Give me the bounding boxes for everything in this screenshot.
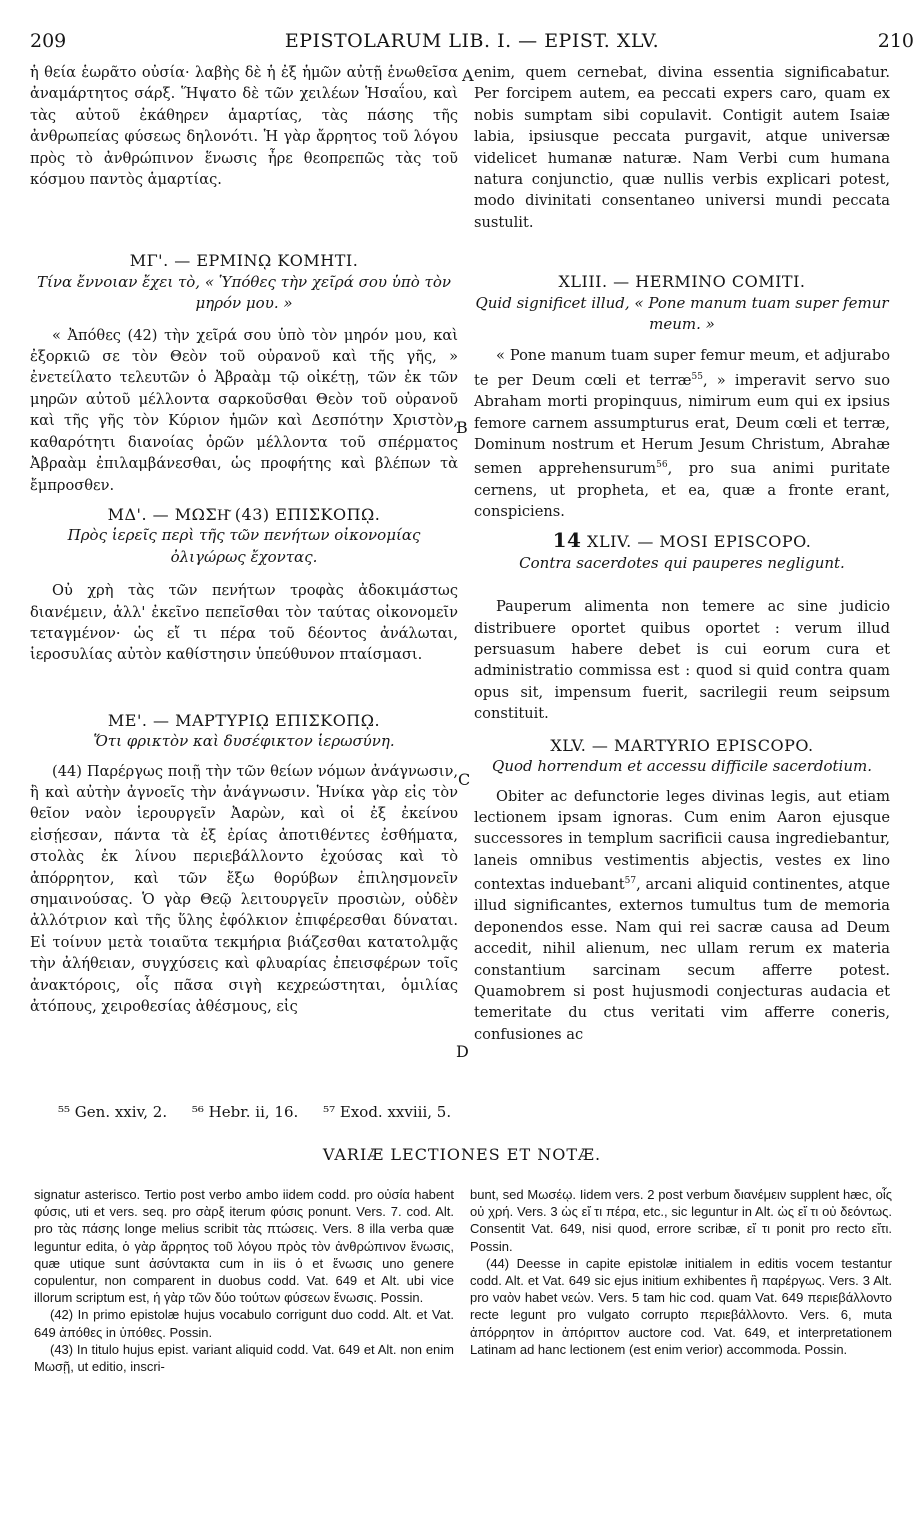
notes-left-column [34, 1186, 454, 1375]
page-number-left: 209 [30, 30, 67, 52]
note-paragraph: (43) In titulo hujus epist. variant aliquid codd. Vat. 649 et Alt. non enim Μωσῇ, ut editio, inscri- [34, 1341, 454, 1375]
scripture-footnotes [58, 1103, 471, 1121]
greek-intro-paragraph: ἡ θεία ἑωρᾶτο οὐσία· λαβὴς δὲ ἡ ἐξ ἡμῶν αὐτῇ ἑνωθεῖσα ἀναμάρτητος σάρξ. Ἥψατο δὲ τῶν χειλέων Ἡσαΐου, καὶ τὰς αὐτοῦ ἐκάθηρεν ἁμαρτίας, τὰς πάσης τῆς ἀνθρωπείας φύσεως δηλονότι. Ἡ γὰρ ἄρρητος τοῦ λόγου πρὸς τὸ ἀνθρώπινον ἕνωσις ἦρε θεοπρεπῶς τὰς τοῦ κόσμου παντὸς ἁμαρτίας. [30, 64, 458, 189]
greek-heading-45: ΜΕ'. — ΜΑΡΤΥΡΙῼ ΕΠΙΣΚΟΠῼ. [107, 710, 381, 730]
greek-paragraph-45: (44) Παρέργως ποιῇ τὴν τῶν θείων νόμων ἀνάγνωσιν, ἢ καὶ αὐτὴν ἀγνοεῖς τὴν ἀνάγνωσιν. Ἡνίκα γὰρ εἰς τὸν θεῖον ναὸν ἱερουργεῖν Ἀαρὼν, καὶ οἱ ἐξ ἐκείνου εἰσῄεσαν, πάντα τὰ ἐξ ἐρίας ἀποτιθέντες ἐσθήματα, στολὰς ἐκ λίνου περιεβάλλοντο ἐχούσας καὶ τὸ ἀπόρρητον, καὶ τῶν ἔξω θορύβων ἐπιλησμονεῖν σημαινούσας. Ὁ γὰρ Θεῷ λειτουργεῖν προσιὼν, οὐδὲν ἀλλότριον καὶ τῆς ὕλης ἐφόλκιον ἐπιφέρεσθαι δύναται. Εἰ τοίνυν μετὰ τοιαῦτα τεκμήρια βιάζεσθαι κατατολμᾷς τὴν ἀλήθειαν, συγχύσεις καὶ φλυαρίας ἐπεισφέρων τοῖς ἀνακτόροις, οἷς πᾶσα σιγὴ κεχρεώστηται, ὁμιλίας ἀτόπους, χειροθεσίας ἀθέσμους, εἰς [30, 762, 458, 1016]
note-paragraph: (42) In primo epistolæ hujus vocabulo corrigunt duo codd. Alt. et Vat. 649 ἀπόθες in ὑπόθες. Possin. [34, 1307, 454, 1340]
note-paragraph: signatur asterisco. Tertio post verbo ambo iidem codd. pro οὐσία habent φύσις, uti et vers. seq. pro σὰρξ iterum φύσις ponunt. Vers. 7. cod. Alt. pro τὰς πάσης longe melius scribit τὰς πτώσεις. Vers. 8 illa verba quæ leguntur edita, ὁ γὰρ ἄρρητος τοῦ λόγου πρὸς τὸν ἀνθρώπινον ἕνωσις, quæ utique sunt ἀσύντακτα cum in iis ὁ et ἕνωσις uno genere copulentur, non comparent in duobus codd. Vat. 649 et Alt. ubi vice illorum scriptum est, ἡ γὰρ τῶν δύο τούτων φύσεων ἕνωσις. Possin. [34, 1187, 454, 1306]
latin-heading-44: 14 XLIV. — MOSI EPISCOPO. [552, 528, 812, 553]
page-number-right: 210 [877, 30, 914, 52]
greek-subtitle-44: Πρὸς ἱερεῖς περὶ τῆς τῶν πενήτων οἰκονομίας ὀλιγώρως ἔχοντας. [67, 526, 421, 566]
running-title: EPISTOLARUM LIB. I. — EPIST. XLV. [284, 30, 660, 52]
footnote-ref-56[interactable]: 56 [656, 460, 668, 471]
notes-right-column [470, 1186, 892, 1358]
latin-paragraph-44: Pauperum alimenta non temere ac sine judicio distribuere oportet quibus oportet : verum illud persuasum habere debet is cui eorum cura et administratio commissa est : quod si quid contra quam opus sit, impensum fuerit, sacrilegii reum seipsum constituit. [474, 598, 890, 723]
footnote-55: ⁵⁵ Gen. xxiv, 2. [58, 1103, 168, 1121]
latin-paragraph-45: Obiter ac defunctorie leges divinas legis, aut etiam lectionem ipsam ignoras. Cum enim Aaron ejusque successores in templum sacrificii causa ingrediebantur, laneis omnibus vestimentis abjectis, vestes ex lino contextas induebant$^{57}$, arcani aliquid continentes, atque illud significantes, externos tumultus tum de memoria deponendos esse. Nam qui rei sacræ causa ad Deum accedit, nihil alienum, nec ullam rerum ex materia constantium sarcinam secum afferre potest. Quamobrem si post hujusmodi conjecturas audacia et temeritate du ctus veritati vim afferre coneris, confusiones ac [474, 787, 890, 1043]
latin-intro-paragraph: enim, quem cernebat, divina essentia significabatur. Per forcipem autem, ea peccati expers caro, quam ex nobis sumptam sibi copulavit. Contigit autem Isaiæ labia, ipsiusque peccata purgavit, atque universæ videlicet humanæ naturæ. Nam Verbi cum humana natura conjunctio, quæ nullis verbis explicari potest, modo divinitati consentaneo universi mundi peccata sustulit. [474, 64, 890, 231]
greek-paragraph-44: Οὐ χρὴ τὰς τῶν πενήτων τροφὰς ἀδοκιμάστως διανέμειν, ἀλλ' ἐκεῖνο πεπεῖσθαι τὸν ταύτας οἰκονομεῖν τεταγμένον· ὡς εἴ τι πέρα τοῦ δέοντος ἀνάλωται, ἱεροσυλίας αὐτὸν καθίστησιν ὑπεύθυνον πταίσμασι. [30, 582, 458, 664]
greek-column [30, 62, 458, 1017]
footnote-ref-57[interactable]: 57 [624, 876, 637, 887]
greek-subtitle-45: Ὅτι φρικτὸν καὶ δυσέφικτον ἱερωσύνη. [93, 732, 395, 751]
margin-letter-a: A [462, 66, 474, 85]
note-paragraph: bunt, sed Μωσέῳ. Iidem vers. 2 post verbum διανέμειν supplent hæc, οἷς οὐ χρή. Vers. 3 ὡς εἴ τι πέρα, etc., sic leguntur in Alt. ὡς εἴ τι οὐ δεόντως. Consentit Vat. 649, nisi quod, errore scribæ, εἴ τι ponit pro recto εἴτι. Possin. [470, 1187, 892, 1254]
latin-subtitle-43: Quid significet illud, « Pone manum tuam super femur meum. » [475, 293, 889, 334]
variae-lectiones-heading: VARIÆ LECTIONES ET NOTÆ. [322, 1145, 602, 1164]
footnote-56: ⁵⁶ Hebr. ii, 16. [191, 1103, 299, 1121]
greek-heading-43: ΜΓ'. — ΕΡΜΙΝῼ ΚΟΜΗΤΙ. [129, 251, 359, 271]
margin-letter-d: D [456, 1042, 469, 1061]
latin-column [474, 62, 890, 1045]
latin-heading-43: XLIII. — HERMINO COMITI. [558, 272, 806, 292]
latin-paragraph-43: « Pone manum tuam super femur meum, et adjurabo te per Deum cœli et terræ$^{55}$, » imperavit servo suo Abraham morti propinquus, nimirum eum qui ex ipsius femore carnem assumpturus erat, Deum cœli et terræ, Dominum nostrum et Herum Jesum Christum, Abrahæ semen apprehensurum$^{56}$, pro sua animi puritate cernens, ut propheta, et ea, quæ a fronte erant, conspiciens. [474, 347, 890, 521]
margin-letter-c: C [458, 770, 471, 789]
greek-paragraph-43: « Ἀπόθες (42) τὴν χεῖρά σου ὑπὸ τὸν μηρόν μου, καὶ ἐξορκιῶ σε τὸν Θεὸν τοῦ οὐρανοῦ καὶ τῆς γῆς, » ἐνετείλατο τελευτῶν ὁ Ἀβραὰμ τῷ οἰκέτῃ, τῶν ἐκ τῶν μηρῶν αὐτοῦ μέλλοντα σαρκοῦσθαι Θεὸν τοῦ οὐρανοῦ καὶ τῆς γῆς τὸν Κύριον ἡμῶν καὶ Δεσπότην Χριστὸν, καθαρότητι διανοίας ὁρῶν μέλλοντα τοῦ σπέρματος Ἀβραὰμ ἐπιλαμβάνεσθαι, ὡς προφήτης καὶ βλέπων τὰ ἔμπροσθεν. [30, 326, 458, 494]
latin-heading-45: XLV. — MARTYRIO EPISCOPO. [550, 735, 814, 755]
latin-subtitle-45: Quod horrendum et accessu difficile sacerdotium. [492, 757, 872, 776]
latin-subtitle-44: Contra sacerdotes qui pauperes negligunt. [519, 553, 845, 572]
footnote-57: ⁵⁷ Exod. xxviii, 5. [323, 1103, 452, 1121]
running-head [30, 30, 914, 56]
page-break-number: 14 [552, 528, 582, 553]
footnote-ref-55[interactable]: 55 [691, 371, 703, 382]
greek-heading-44: ΜΔ'. — ΜΩΣΗ͂ (43) ΕΠΙΣΚΟΠῼ. [107, 504, 381, 524]
greek-subtitle-43: Τίνα ἔννοιαν ἔχει τὸ, « Ὑπόθες τὴν χεῖρά σου ὑπὸ τὸν μηρόν μου. » [37, 272, 451, 313]
note-paragraph: (44) Deesse in capite epistolæ initialem in editis vocem testantur codd. Alt. et Vat. 649 sic ejus initium exhibentes ἢ παρέργως. Vers. 3 Alt. pro ναὸν habet νεών. Vers. 5 tam hic cod. quam Vat. 649 περιεβάλλοντο recte legunt pro vulgato corrupto περιεβάλλοντο. Vers. 6, muta ἀπόρρητον in ἀπόριττον auctore cod. Vat. 649, et interpretationem Latinam ad hanc lectionem (est enim verior) accommoda. Possin. [470, 1255, 892, 1357]
margin-letter-b: B [456, 418, 468, 437]
